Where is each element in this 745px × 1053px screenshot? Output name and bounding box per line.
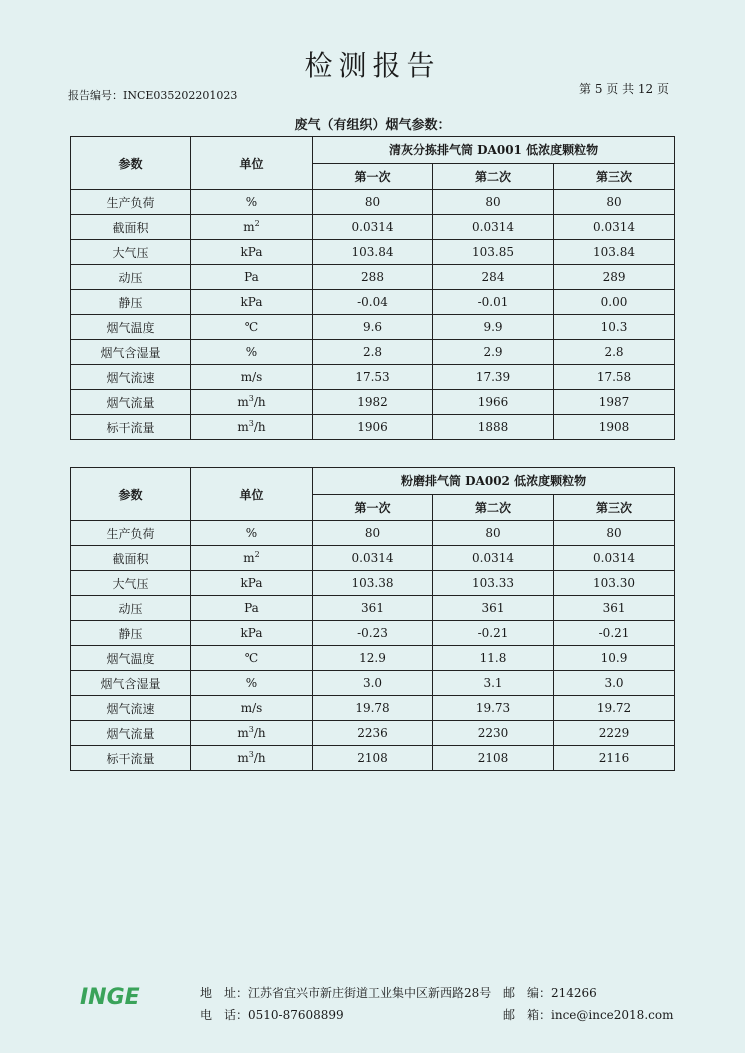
value-run-1: 0.0314 <box>313 215 433 240</box>
footer-contact-left <box>200 982 491 1026</box>
unit-text: kPa <box>240 576 263 590</box>
unit-cell <box>191 546 313 571</box>
value-run-3: 10.9 <box>554 646 675 671</box>
unit-cell <box>191 365 313 390</box>
unit-text: kPa <box>240 295 263 309</box>
value-run-3: 2229 <box>554 721 675 746</box>
unit-cell <box>191 240 313 265</box>
value-run-1: 2108 <box>313 746 433 771</box>
value-run-1: 9.6 <box>313 315 433 340</box>
value-run-2: 2.9 <box>433 340 554 365</box>
param-cell: 烟气含湿量 <box>71 340 191 365</box>
table-row <box>71 721 675 746</box>
value-run-1: 80 <box>313 521 433 546</box>
unit-tail: /h <box>253 420 266 434</box>
value-run-2: 11.8 <box>433 646 554 671</box>
unit-cell <box>191 521 313 546</box>
footer-contact-right <box>503 982 673 1026</box>
value-run-2: -0.01 <box>433 290 554 315</box>
param-cell: 标干流量 <box>71 746 191 771</box>
value-run-1: 19.78 <box>313 696 433 721</box>
value-run-1: -0.23 <box>313 621 433 646</box>
unit-cell <box>191 215 313 240</box>
table-row <box>71 340 675 365</box>
value-run-2: 284 <box>433 265 554 290</box>
param-cell: 烟气含湿量 <box>71 671 191 696</box>
value-run-1: -0.04 <box>313 290 433 315</box>
value-run-2: 0.0314 <box>433 215 554 240</box>
value-run-2: 2108 <box>433 746 554 771</box>
table-row <box>71 215 675 240</box>
unit-text: m <box>237 751 249 765</box>
table-row <box>71 315 675 340</box>
param-cell: 烟气温度 <box>71 315 191 340</box>
param-cell: 标干流量 <box>71 415 191 440</box>
flue-gas-table-da001 <box>70 136 675 440</box>
unit-text: % <box>245 195 258 209</box>
value-run-1: 103.84 <box>313 240 433 265</box>
header-run-1: 第一次 <box>313 494 433 521</box>
param-cell: 大气压 <box>71 571 191 596</box>
value-run-1: 3.0 <box>313 671 433 696</box>
header-unit: 单位 <box>191 468 313 521</box>
unit-text: ℃ <box>244 320 259 334</box>
value-run-1: 103.38 <box>313 571 433 596</box>
value-run-3: 80 <box>554 521 675 546</box>
footer-postcode: 邮 编：214266 <box>503 986 597 1000</box>
param-cell: 烟气流量 <box>71 390 191 415</box>
value-run-3: 19.72 <box>554 696 675 721</box>
unit-tail: /h <box>253 726 266 740</box>
unit-cell <box>191 746 313 771</box>
header-source: 清灰分拣排气筒 DA001 低浓度颗粒物 <box>313 137 675 164</box>
param-cell: 大气压 <box>71 240 191 265</box>
value-run-1: 17.53 <box>313 365 433 390</box>
unit-superscript: 3 <box>248 394 254 403</box>
value-run-2: 9.9 <box>433 315 554 340</box>
unit-cell <box>191 571 313 596</box>
unit-text: kPa <box>240 245 263 259</box>
value-run-2: 103.33 <box>433 571 554 596</box>
table-row <box>71 571 675 596</box>
value-run-3: 2116 <box>554 746 675 771</box>
value-run-2: 80 <box>433 521 554 546</box>
report-title: 检测报告 <box>304 49 441 82</box>
unit-tail: /h <box>253 751 266 765</box>
value-run-2: 17.39 <box>433 365 554 390</box>
unit-cell <box>191 671 313 696</box>
table-row <box>71 746 675 771</box>
param-cell: 烟气流速 <box>71 696 191 721</box>
unit-text: m <box>237 726 249 740</box>
param-cell: 烟气流量 <box>71 721 191 746</box>
table-row <box>71 521 675 546</box>
unit-superscript: 3 <box>248 750 254 759</box>
footer-email: 邮 箱：ince@ince2018.com <box>503 1008 674 1022</box>
param-cell: 静压 <box>71 290 191 315</box>
param-cell: 截面积 <box>71 546 191 571</box>
value-run-3: 1908 <box>554 415 675 440</box>
value-run-1: 1982 <box>313 390 433 415</box>
section-title: 废气（有组织）烟气参数： <box>294 118 451 133</box>
unit-cell <box>191 265 313 290</box>
value-run-2: 0.0314 <box>433 546 554 571</box>
unit-superscript: 3 <box>248 419 254 428</box>
unit-text: m <box>237 395 249 409</box>
header-run-2: 第二次 <box>433 163 554 190</box>
header-param: 参数 <box>71 468 191 521</box>
value-run-3: 103.84 <box>554 240 675 265</box>
value-run-2: 1888 <box>433 415 554 440</box>
unit-superscript: 2 <box>254 550 260 559</box>
unit-cell <box>191 646 313 671</box>
table-row <box>71 546 675 571</box>
value-run-2: 2230 <box>433 721 554 746</box>
param-cell: 烟气流速 <box>71 365 191 390</box>
unit-cell <box>191 415 313 440</box>
value-run-3: 10.3 <box>554 315 675 340</box>
unit-cell <box>191 315 313 340</box>
unit-cell <box>191 721 313 746</box>
param-cell: 生产负荷 <box>71 521 191 546</box>
unit-cell <box>191 190 313 215</box>
table-row <box>71 390 675 415</box>
header-source: 粉磨排气筒 DA002 低浓度颗粒物 <box>313 468 675 495</box>
unit-superscript: 3 <box>248 725 254 734</box>
value-run-3: 361 <box>554 596 675 621</box>
table-row <box>71 290 675 315</box>
unit-cell <box>191 621 313 646</box>
value-run-3: -0.21 <box>554 621 675 646</box>
value-run-3: 3.0 <box>554 671 675 696</box>
unit-text: m/s <box>240 701 263 715</box>
unit-text: m/s <box>240 370 263 384</box>
header-run-1: 第一次 <box>313 163 433 190</box>
header-param: 参数 <box>71 137 191 190</box>
value-run-1: 0.0314 <box>313 546 433 571</box>
unit-text: Pa <box>244 270 259 284</box>
value-run-3: 0.00 <box>554 290 675 315</box>
unit-text: % <box>245 345 258 359</box>
table-row <box>71 671 675 696</box>
unit-text: % <box>245 526 258 540</box>
header-run-3: 第三次 <box>554 494 675 521</box>
param-cell: 生产负荷 <box>71 190 191 215</box>
unit-text: kPa <box>240 626 263 640</box>
value-run-1: 288 <box>313 265 433 290</box>
unit-text: ℃ <box>244 651 259 665</box>
table-row <box>71 646 675 671</box>
value-run-2: 19.73 <box>433 696 554 721</box>
table-row <box>71 696 675 721</box>
company-logo <box>80 982 170 1010</box>
footer-phone: 电 话：0510-87608899 <box>200 1008 344 1022</box>
param-cell: 动压 <box>71 596 191 621</box>
unit-text: % <box>245 676 258 690</box>
report-number: 报告编号：INCE035202201023 <box>68 89 238 102</box>
table-row <box>71 415 675 440</box>
value-run-2: 80 <box>433 190 554 215</box>
flue-gas-table-da002 <box>70 467 675 771</box>
table-row <box>71 365 675 390</box>
unit-cell <box>191 290 313 315</box>
unit-text: m <box>237 420 249 434</box>
value-run-3: 289 <box>554 265 675 290</box>
value-run-1: 2236 <box>313 721 433 746</box>
logo-text: INGE <box>80 985 140 1010</box>
value-run-3: 1987 <box>554 390 675 415</box>
unit-text: m <box>243 551 255 565</box>
page-number: 第 5 页 共 12 页 <box>579 82 669 96</box>
inge-logo-icon <box>80 982 170 1010</box>
value-run-2: -0.21 <box>433 621 554 646</box>
unit-cell <box>191 596 313 621</box>
value-run-1: 361 <box>313 596 433 621</box>
value-run-2: 1966 <box>433 390 554 415</box>
value-run-3: 103.30 <box>554 571 675 596</box>
value-run-3: 0.0314 <box>554 215 675 240</box>
header-run-2: 第二次 <box>433 494 554 521</box>
header-run-3: 第三次 <box>554 163 675 190</box>
table-row <box>71 621 675 646</box>
unit-tail: /h <box>253 395 266 409</box>
value-run-1: 12.9 <box>313 646 433 671</box>
param-cell: 静压 <box>71 621 191 646</box>
unit-cell <box>191 696 313 721</box>
unit-text: m <box>243 220 255 234</box>
unit-text: Pa <box>244 601 259 615</box>
value-run-2: 361 <box>433 596 554 621</box>
value-run-1: 80 <box>313 190 433 215</box>
value-run-2: 103.85 <box>433 240 554 265</box>
param-cell: 动压 <box>71 265 191 290</box>
unit-cell <box>191 390 313 415</box>
value-run-3: 0.0314 <box>554 546 675 571</box>
value-run-2: 3.1 <box>433 671 554 696</box>
header-unit: 单位 <box>191 137 313 190</box>
table-row <box>71 240 675 265</box>
table-row <box>71 190 675 215</box>
unit-superscript: 2 <box>254 219 260 228</box>
param-cell: 烟气温度 <box>71 646 191 671</box>
value-run-3: 17.58 <box>554 365 675 390</box>
footer-address: 地 址：江苏省宜兴市新庄街道工业集中区新西路28号 <box>200 986 492 1000</box>
unit-cell <box>191 340 313 365</box>
table-row <box>71 265 675 290</box>
value-run-1: 2.8 <box>313 340 433 365</box>
value-run-1: 1906 <box>313 415 433 440</box>
table-row <box>71 596 675 621</box>
param-cell: 截面积 <box>71 215 191 240</box>
value-run-3: 2.8 <box>554 340 675 365</box>
value-run-3: 80 <box>554 190 675 215</box>
